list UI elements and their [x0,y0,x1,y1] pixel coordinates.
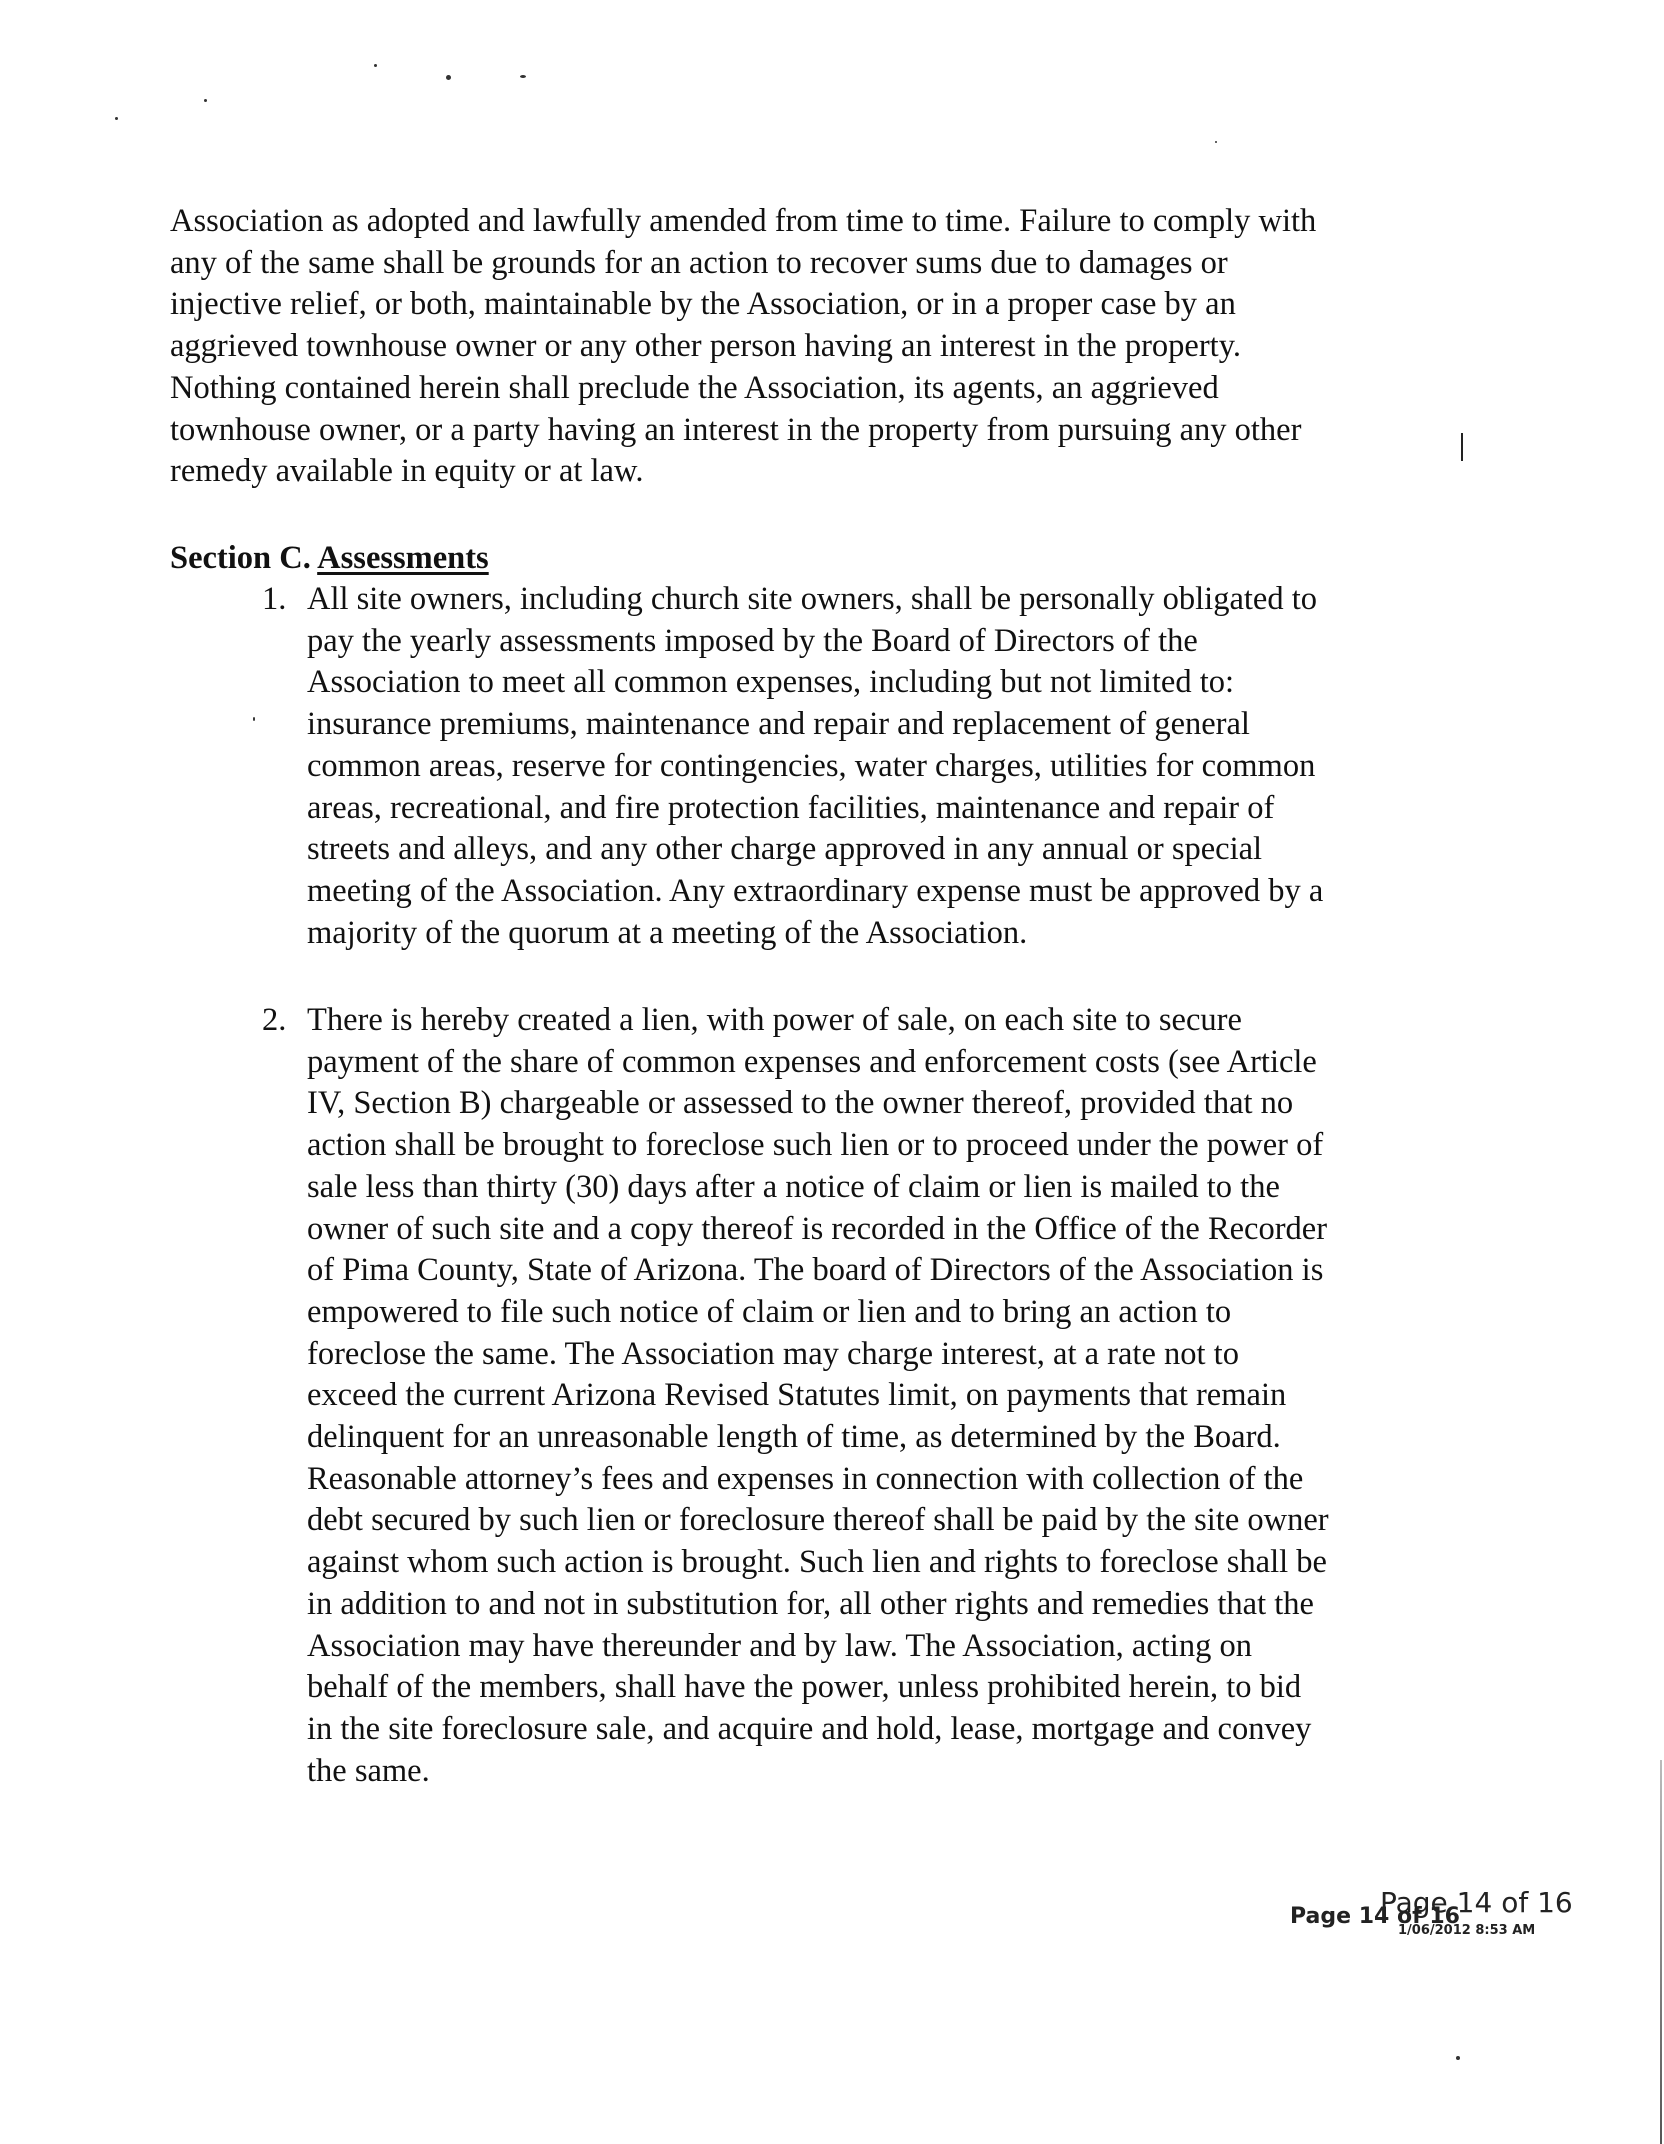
list-item-line: behalf of the members, shall have the power, unless prohibited herein, to bid [307,1669,1302,1706]
list-item-line: debt secured by such lien or foreclosure thereof shall be paid by the site owner [307,1502,1329,1539]
scan-edge-line [1660,1760,1662,2144]
list-item-number: 1. [262,581,287,617]
list-item-line: action shall be brought to foreclose such lien or to proceed under the power of [307,1127,1324,1164]
section-prefix: Section C. [170,540,311,576]
list-item-line: Reasonable attorney’s fees and expenses in connection with collection of the [307,1460,1304,1497]
list-item-line: empowered to file such notice of claim or lien and to bring an action to [307,1293,1232,1330]
list-item-line: in the site foreclosure sale, and acquire and hold, lease, mortgage and convey [307,1710,1312,1747]
section-heading [170,537,489,579]
list-item-line: Association to meet all common expenses, including but not limited to: [307,664,1235,701]
scan-speck [115,117,118,120]
list-item-line: the same. [307,1752,430,1789]
list-item-body [307,579,1323,954]
list-item-line: Association may have thereunder and by law. The Association, acting on [307,1627,1252,1664]
list-item-line: There is hereby created a lien, with power of sale, on each site to secure [307,1002,1242,1038]
paragraph-line: aggrieved townhouse owner or any other person having an interest in the property. [170,328,1241,365]
list-item-line: against whom such action is brought. Such lien and rights to foreclose shall be [307,1544,1327,1581]
list-item-line: All site owners, including church site owners, shall be personally obligated to [307,581,1317,617]
scan-speck [374,64,377,67]
list-item-line: streets and alleys, and any other charge approved in any annual or special [307,831,1263,868]
paragraph-line: townhouse owner, or a party having an interest in the property from pursuing any other [170,411,1302,448]
paragraph-line: remedy available in equity or at law. [170,453,644,490]
list-item-line: pay the yearly assessments imposed by the Board of Directors of the [307,622,1198,659]
scan-speck [1456,2056,1460,2060]
scan-speck [253,717,255,721]
list-item-line: IV, Section B) chargeable or assessed to the owner thereof, provided that no [307,1085,1294,1122]
page-footer-stamp [1290,1888,1620,1948]
list-item-line: foreclose the same. The Association may charge interest, at a rate not to [307,1335,1239,1372]
scan-speck [204,99,207,102]
paragraph-line: Association as adopted and lawfully amended from time to time. Failure to comply with [170,203,1317,239]
list-item-line: of Pima County, State of Arizona. The board of Directors of the Association is [307,1252,1324,1289]
list-item-line: sale less than thirty (30) days after a notice of claim or lien is mailed to the [307,1168,1280,1205]
list-item-line: in addition to and not in substitution for, all other rights and remedies that the [307,1585,1314,1622]
list-item-body [307,1000,1329,1792]
list-item-line: insurance premiums, maintenance and repair and replacement of general [307,706,1250,743]
list-item-line: delinquent for an unreasonable length of time, as determined by the Board. [307,1419,1281,1456]
paragraph-line: injective relief, or both, maintainable by the Association, or in a proper case by an [170,286,1236,323]
list-item-line: majority of the quorum at a meeting of the Association. [307,914,1028,951]
list-item-line: common areas, reserve for contingencies, water charges, utilities for common [307,747,1316,784]
page-number-label-overprint: Page 14 of 16 [1290,1904,1460,1929]
scan-speck [1215,141,1217,143]
scan-speck [446,75,451,80]
list-item-line: owner of such site and a copy thereof is recorded in the Office of the Recorder [307,1210,1328,1247]
list-item-number: 2. [262,1002,287,1038]
scan-speck [520,75,526,78]
section-title: Assessments [317,540,489,576]
list-item-line: payment of the share of common expenses and enforcement costs (see Article [307,1043,1317,1080]
list-item-line: areas, recreational, and fire protection facilities, maintenance and repair of [307,789,1275,826]
list-item-line: meeting of the Association. Any extraordinary expense must be approved by a [307,872,1324,909]
paragraph-line: Nothing contained herein shall preclude the Association, its agents, an aggrieved [170,369,1219,406]
intro-paragraph [170,201,1470,493]
print-timestamp: 1/06/2012 8:53 AM [1398,1923,1536,1938]
page-number-label: Page 14 of 16 [1380,1886,1573,1919]
paragraph-line: any of the same shall be grounds for an action to recover sums due to damages or [170,244,1228,281]
list-item-line: exceed the current Arizona Revised Statutes limit, on payments that remain [307,1377,1287,1414]
